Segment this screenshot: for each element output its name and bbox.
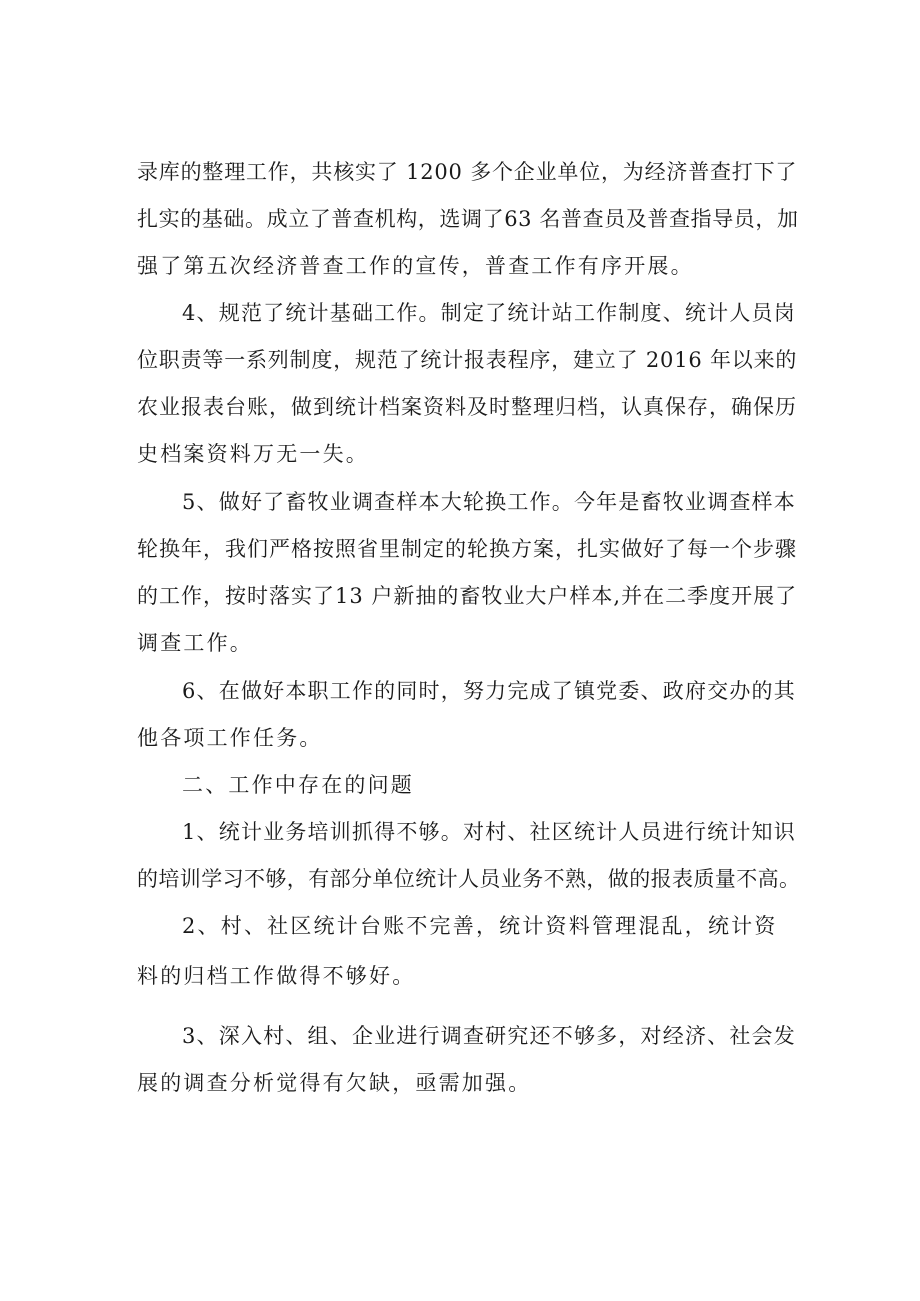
text-line: 的工作，按时落实了13 户新抽的畜牧业大户样本,并在二季度开展了 — [137, 584, 798, 608]
text-line: 强了第五次经济普查工作的宣传，普查工作有序开展。 — [137, 254, 694, 278]
text-line: 的培训学习不够，有部分单位统计人员业务不熟，做的报表质量不高。 — [137, 867, 801, 891]
text-line: 调查工作。 — [137, 631, 253, 655]
text-line: 录库的整理工作，共核实了 1200 多个企业单位，为经济普查打下了 — [137, 160, 798, 184]
text-line: 扎实的基础。成立了普查机构，选调了63 名普查员及普查指导员，加 — [137, 207, 799, 231]
paragraph-start: 1、统计业务培训抓得不够。对村、社区统计人员进行统计知识 — [182, 820, 796, 844]
paragraph-start: 5、做好了畜牧业调查样本大轮换工作。今年是畜牧业调查样本 — [182, 490, 796, 514]
text-line: 他各项工作任务。 — [137, 726, 323, 750]
text-line: 展的调查分析觉得有欠缺，亟需加强。 — [137, 1071, 532, 1095]
section-heading: 二、工作中存在的问题 — [182, 773, 414, 797]
text-line: 轮换年，我们严格按照省里制定的轮换方案，扎实做好了每一个步骤 — [137, 537, 797, 561]
text-line: 农业报表台账，做到统计档案资料及时整理归档，认真保存，确保历 — [137, 395, 797, 419]
text-line: 料的归档工作做得不够好。 — [137, 964, 416, 988]
text-line: 位职责等一系列制度，规范了统计报表程序，建立了 2016 年以来的 — [137, 348, 798, 372]
paragraph-start: 2、村、社区统计台账不完善，统计资料管理混乱，统计资 — [182, 914, 778, 938]
paragraph-start: 4、规范了统计基础工作。制定了统计站工作制度、统计人员岗 — [182, 301, 796, 325]
paragraph-start: 3、深入村、组、企业进行调查研究还不够多，对经济、社会发 — [182, 1024, 796, 1048]
paragraph-start: 6、在做好本职工作的同时，努力完成了镇党委、政府交办的其 — [182, 679, 796, 703]
text-line: 史档案资料万无一失。 — [137, 442, 369, 466]
